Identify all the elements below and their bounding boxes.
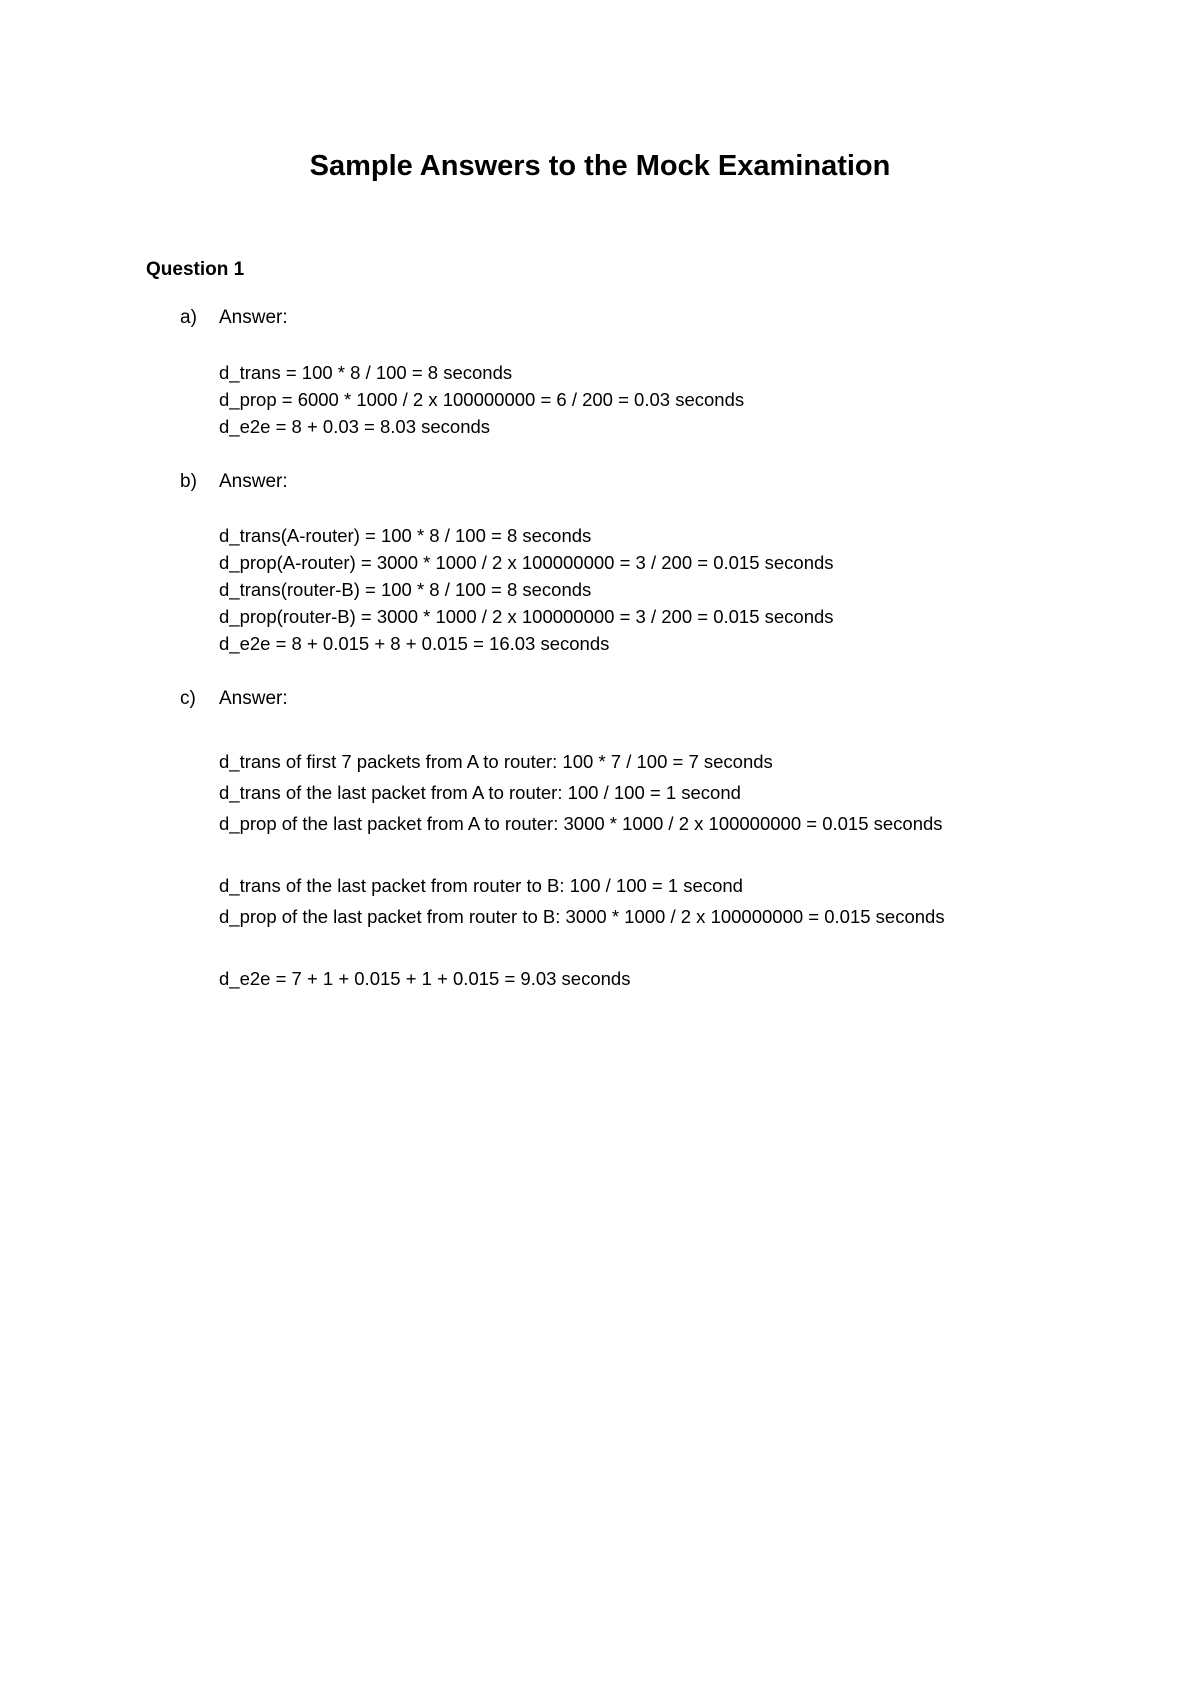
part-a-line: d_e2e = 8 + 0.03 = 8.03 seconds [219,416,491,437]
part-c-line: d_trans of first 7 packets from A to router: 100 * 7 / 100 = 7 seconds [219,751,773,772]
part-b-line: d_trans(A-router) = 100 * 8 / 100 = 8 seconds [219,525,592,546]
part-b-line: d_trans(router-B) = 100 * 8 / 100 = 8 seconds [219,579,592,600]
part-c-line: d_prop of the last packet from A to router: 3000 * 1000 / 2 x 100000000 = 0.015 seconds [219,813,943,834]
part-c-line: d_trans of the last packet from router to B: 100 / 100 = 1 second [219,875,743,896]
part-c-label: c) [180,688,196,709]
part-b-line: d_prop(A-router) = 3000 * 1000 / 2 x 100000000 = 3 / 200 = 0.015 seconds [219,552,834,573]
question-heading: Question 1 [146,259,245,280]
part-c-line: d_e2e = 7 + 1 + 0.015 + 1 + 0.015 = 9.03 seconds [219,968,631,989]
part-b-title: Answer: [219,471,288,492]
part-c-line: d_prop of the last packet from router to B: 3000 * 1000 / 2 x 100000000 = 0.015 seconds [219,906,945,927]
part-b-line: d_prop(router-B) = 3000 * 1000 / 2 x 100000000 = 3 / 200 = 0.015 seconds [219,606,834,627]
part-a-title: Answer: [219,307,288,328]
part-a-line: d_prop = 6000 * 1000 / 2 x 100000000 = 6 / 200 = 0.03 seconds [219,389,745,410]
part-a-line: d_trans = 100 * 8 / 100 = 8 seconds [219,362,513,383]
page-title: Sample Answers to the Mock Examination [309,150,891,182]
part-a-label: a) [180,307,197,328]
part-c-line: d_trans of the last packet from A to router: 100 / 100 = 1 second [219,782,741,803]
part-b-label: b) [180,471,197,492]
part-b-line: d_e2e = 8 + 0.015 + 8 + 0.015 = 16.03 seconds [219,633,610,654]
part-c-title: Answer: [219,688,288,709]
